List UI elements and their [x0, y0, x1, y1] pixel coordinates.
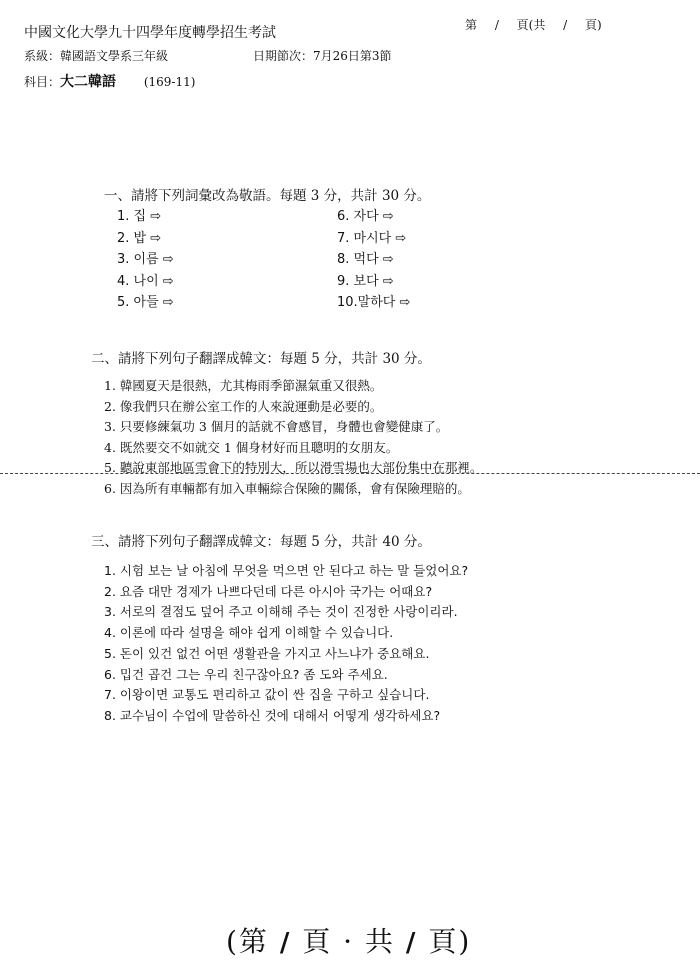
- footer-page: 頁: [302, 925, 333, 958]
- list-item: 8. 교수님이 수업에 말씀하신 것에 대해서 어떻게 생각하세요?: [104, 707, 441, 723]
- list-item: 3. 이름 ⇨: [117, 252, 174, 267]
- subject-label: 科目：: [24, 75, 61, 89]
- list-item: 3. 서로의 결점도 덮어 주고 이해해 주는 것이 진정한 사랑이리라.: [104, 604, 458, 620]
- list-item: 5. 돈이 있건 없건 어떤 생활관을 가지고 사느냐가 중요해요.: [104, 645, 430, 661]
- section1-title: 一、請將下列詞彙改為敬語。每題 3 分，共計 30 分。: [104, 188, 431, 204]
- page-marker: 第 / 頁(共 / 頁): [465, 18, 602, 32]
- list-item: 4. 既然要交不如就交 1 個身材好而且聰明的女朋友。: [104, 439, 399, 455]
- footer-slash-1: /: [279, 928, 292, 958]
- list-item: 1. 韓國夏天是很熱，尤其梅雨季節濕氣重又很熱。: [104, 378, 383, 393]
- list-item: 4. 이론에 따라 설명을 해야 쉽게 이해할 수 있습니다.: [104, 625, 394, 641]
- list-item: 3. 只要修練氣功 3 個月的話就不會感冒，身體也會變健康了。: [104, 419, 449, 435]
- subject-name: 大二韓語: [60, 74, 117, 90]
- footer-total: 共: [364, 925, 395, 958]
- list-item: 10.말하다 ⇨: [337, 295, 411, 310]
- footer-close: 頁): [428, 925, 472, 958]
- list-item: 2. 밥 ⇨: [117, 230, 162, 246]
- list-item: 6. 밉건 곱건 그는 우리 친구잖아요? 좀 도와 주세요.: [104, 666, 388, 682]
- subject-code: (169-11): [143, 75, 196, 89]
- section1-left-list: [117, 206, 174, 314]
- footer-open: (第: [226, 925, 269, 958]
- section2-list: [104, 376, 482, 500]
- list-item: 4. 나이 ⇨: [117, 273, 174, 289]
- list-item: 7. 마시다 ⇨: [337, 230, 407, 246]
- section2-title: 二、請將下列句子翻譯成韓文：每題 5 分，共計 30 分。: [91, 351, 431, 367]
- dashed-divider: [0, 473, 700, 474]
- exam-title: 中國文化大學九十四學年度轉學招生考試: [24, 25, 276, 41]
- department-line: 系級：韓國語文學系三年級: [24, 49, 169, 63]
- list-item: 6. 因為所有車輛都有加入車輛綜合保險的關係，會有保險理賠的。: [104, 480, 470, 496]
- list-item: 7. 이왕이면 교통도 편리하고 값이 싼 집을 구하고 싶습니다.: [104, 687, 430, 703]
- list-item: 8. 먹다 ⇨: [337, 252, 394, 267]
- section3-list: [104, 561, 468, 727]
- page-footer: [226, 920, 471, 960]
- list-item: 5. 아들 ⇨: [117, 295, 174, 310]
- subject-line: [24, 71, 195, 91]
- list-item: 2. 요즘 대만 경제가 나쁘다던데 다른 아시아 국가는 어때요?: [104, 583, 433, 599]
- list-item: 5. 聽說東部地區雪會下的特別大，所以滑雪場也大部份集中在那裡。: [104, 460, 483, 476]
- list-item: 9. 보다 ⇨: [337, 273, 394, 289]
- section3-title: 三、請將下列句子翻譯成韓文：每題 5 分，共計 40 分。: [91, 534, 431, 550]
- footer-dot: ·: [343, 925, 355, 958]
- list-item: 2. 像我們只在辦公室工作的人來說運動是必要的。: [104, 398, 383, 414]
- section1-right-list: [337, 206, 410, 314]
- list-item: 6. 자다 ⇨: [337, 209, 394, 224]
- date-line: 日期節次：7月26日第3節: [253, 49, 392, 63]
- list-item: 1. 시험 보는 날 아침에 무엇을 먹으면 안 된다고 하는 말 들었어요?: [104, 563, 469, 578]
- footer-slash-2: /: [405, 928, 418, 958]
- list-item: 1. 집 ⇨: [117, 209, 162, 224]
